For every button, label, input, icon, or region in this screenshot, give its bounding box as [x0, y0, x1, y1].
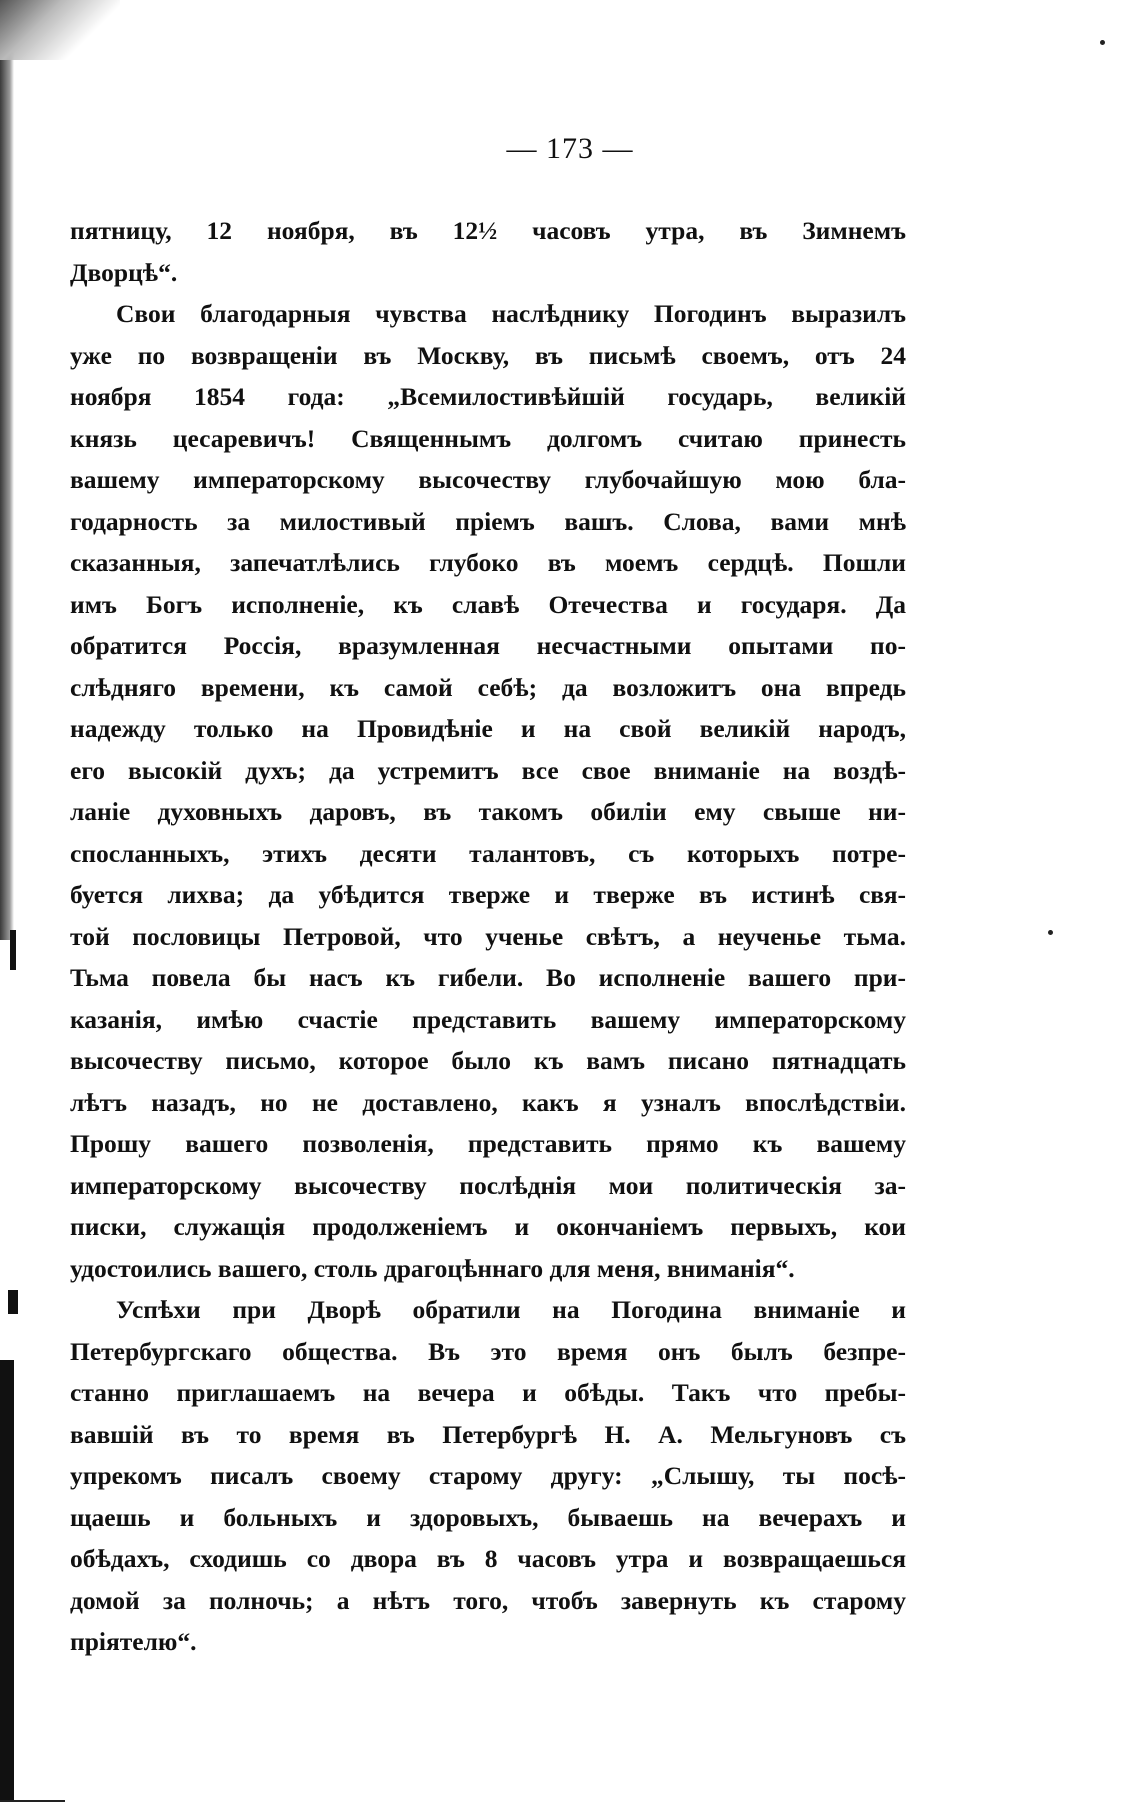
text-line: писки, служащія продолженіемъ и окончаніемъ первыхъ, кои: [70, 1212, 906, 1241]
text-line: его высокій духъ; да устремитъ все свое вниманіе на воздѣ-: [70, 755, 906, 785]
text-line: казанія, имѣю счастіе представить вашему императорскому: [70, 1004, 906, 1034]
binding-mark: [10, 930, 16, 970]
text-line: Свои благодарныя чувства наслѣднику Погодинъ выразилъ: [116, 299, 906, 328]
text-line: удостоились вашего, столь драгоцѣннаго для меня, вниманія“.: [70, 1253, 795, 1283]
text-line: вашему императорскому высочеству глубочайшую мою бла-: [70, 465, 906, 494]
scan-speck: [1048, 930, 1053, 935]
text-line: ноября 1854 года: „Всемилостивѣйшій государь, великій: [70, 382, 906, 411]
text-line: сказанныя, запечатлѣлись глубоко въ моемъ сердцѣ. Пошли: [70, 548, 906, 577]
text-line: обратится Россія, вразумленная несчастными опытами по-: [70, 631, 906, 660]
text-line: станно приглашаемъ на вечера и обѣды. Такъ что пребы-: [70, 1378, 906, 1407]
binding-mark: [8, 1290, 18, 1314]
text-line: той пословицы Петровой, что ученье свѣтъ, а неученье тьма.: [70, 921, 906, 951]
text-line: Успѣхи при Дворѣ обратили на Погодина вниманіе и: [116, 1295, 906, 1324]
text-line: домой за полночь; а нѣтъ того, чтобъ завернуть къ старому: [70, 1585, 906, 1615]
text-line: надежду только на Провидѣніе и на свой великій народъ,: [70, 714, 906, 743]
text-line: обѣдахъ, сходишь со двора въ 8 часовъ утра и возвращаешься: [70, 1544, 906, 1573]
text-line: спосланныхъ, этихъ десяти талантовъ, съ которыхъ потре-: [70, 838, 906, 868]
binding-shadow-bottom: [0, 1360, 14, 1800]
text-line: Дворцѣ“.: [70, 257, 178, 287]
scan-edge-rule: [0, 1800, 65, 1802]
text-line: Тьма повела бы насъ къ гибели. Во исполненіе вашего при-: [70, 963, 906, 992]
text-line: пріятелю“.: [70, 1627, 197, 1656]
text-line: ланіе духовныхъ даровъ, въ такомъ обиліи ему свыше ни-: [70, 797, 906, 826]
paragraph: [70, 293, 906, 1289]
paragraph: [70, 210, 906, 293]
text-line: слѣдняго времени, къ самой себѣ; да возложитъ она впредь: [70, 672, 906, 702]
scan-speck: [1100, 40, 1105, 45]
text-line: щаешь и больныхъ и здоровыхъ, бываешь на вечерахъ и: [70, 1502, 906, 1532]
text-line: Прошу вашего позволенія, представить прямо къ вашему: [70, 1129, 906, 1158]
text-line: лѣтъ назадъ, но не доставлено, какъ я узналъ впослѣдствіи.: [70, 1087, 906, 1117]
text-line: Петербургскаго общества. Въ это время онъ былъ безпре-: [70, 1336, 906, 1366]
paragraph: [70, 1289, 906, 1663]
text-line: императорскому высочеству послѣднія мои политическія за-: [70, 1170, 906, 1200]
text-line: князь цесаревичъ! Священнымъ долгомъ считаю принесть: [70, 423, 906, 453]
text-line: имъ Богъ исполненіе, къ славѣ Отечества и государя. Да: [70, 589, 906, 619]
page-number: — 173 —: [506, 132, 634, 165]
text-line: высочеству письмо, которое было къ вамъ писано пятнадцать: [70, 1046, 906, 1075]
text-line: пятницу, 12 ноября, въ 12½ часовъ утра, въ Зимнемъ: [70, 216, 906, 245]
text-line: вавшій въ то время въ Петербургѣ Н. А. Мельгуновъ съ: [70, 1419, 906, 1449]
text-line: годарность за милостивый пріемъ вашъ. Слова, вами мнѣ: [70, 506, 906, 536]
scan-corner-shadow: [0, 0, 120, 60]
text-line: упрекомъ писалъ своему старому другу: „Слышу, ты посѣ-: [70, 1461, 906, 1490]
text-line: буется лихва; да убѣдится тверже и тверже въ истинѣ свя-: [70, 880, 906, 909]
text-line: уже по возвращеніи въ Москву, въ письмѣ своемъ, отъ 24: [70, 340, 906, 370]
body-text: [70, 210, 906, 1663]
